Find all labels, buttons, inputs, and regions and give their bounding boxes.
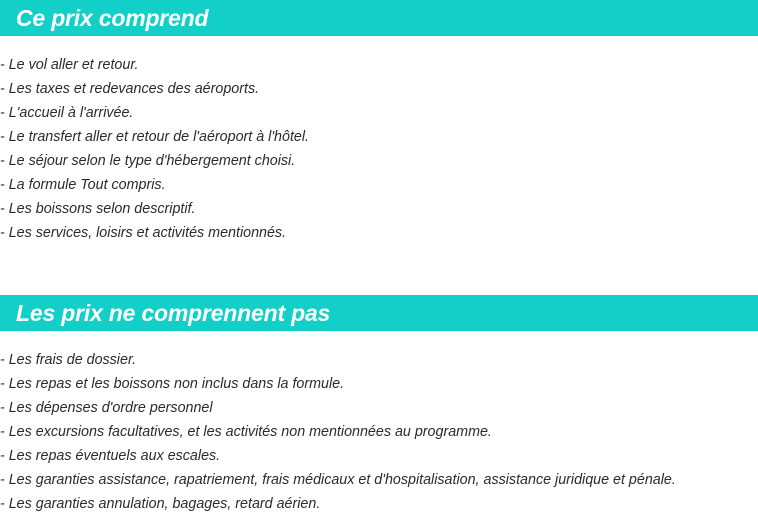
- list-item: - Les services, loisirs et activités mentionnés.: [0, 225, 287, 241]
- list-item: - Les dépenses d'ordre personnel: [0, 400, 213, 416]
- section-header-excluded: [0, 295, 758, 331]
- included-list: [0, 53, 309, 245]
- list-item: - Les repas éventuels aux escales.: [0, 448, 221, 464]
- list-item: - Les repas et les boissons non inclus dans la formule.: [0, 376, 345, 392]
- list-item: - La formule Tout compris.: [0, 177, 166, 193]
- excluded-list: [0, 348, 676, 516]
- list-item: - Le transfert aller et retour de l'aéroport à l'hôtel.: [0, 129, 310, 145]
- list-item: - Le vol aller et retour.: [0, 57, 139, 73]
- list-item: - Le séjour selon le type d'hébergement choisi.: [0, 153, 296, 169]
- list-item: - Les taxes et redevances des aéroports.: [0, 81, 260, 97]
- section-title-included: Ce prix comprend: [16, 5, 209, 31]
- list-item: - L'accueil à l'arrivée.: [0, 105, 134, 121]
- list-item: - Les garanties annulation, bagages, retard aérien.: [0, 496, 321, 512]
- section-title-excluded: Les prix ne comprennent pas: [16, 300, 331, 326]
- section-header-included: [0, 0, 758, 36]
- list-item: - Les boissons selon descriptif.: [0, 201, 196, 217]
- list-item: - Les garanties assistance, rapatriement, frais médicaux et d'hospitalisation, assistance juridique et pénale.: [0, 472, 676, 488]
- list-item: - Les frais de dossier.: [0, 352, 137, 368]
- list-item: - Les excursions facultatives, et les activités non mentionnées au programme.: [0, 424, 492, 440]
